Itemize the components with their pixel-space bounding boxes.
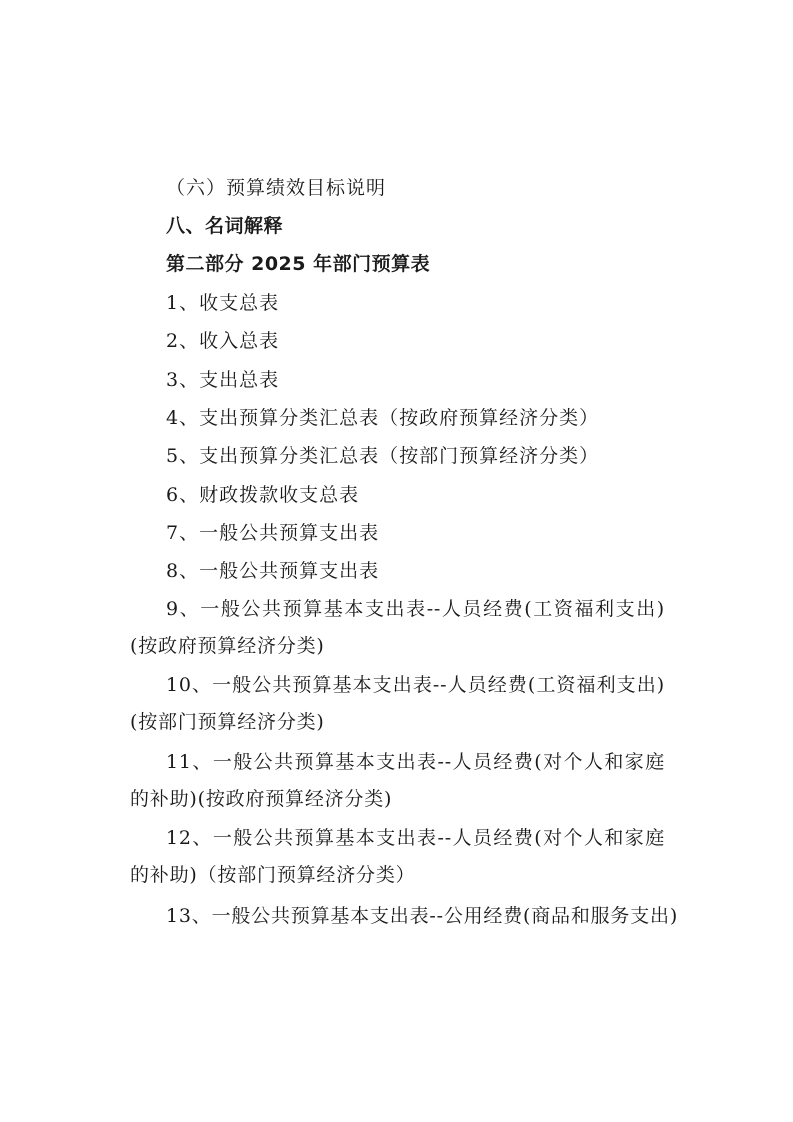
list-item-3: 3、支出总表 [166,369,280,391]
list-item-1: 1、收支总表 [166,292,280,314]
list-item-11: 11、一般公共预算基本支出表--人员经费(对个人和家庭的补助)(按政府预算经济分类) [130,751,665,810]
list-item-13: 13、一般公共预算基本支出表--公用经费(商品和服务支出) [166,905,679,927]
section-item-performance-goals: （六）预算绩效目标说明 [166,177,387,199]
part-heading-budget-tables: 第二部分 2025 年部门预算表 [166,253,431,275]
list-item-12: 12、一般公共预算基本支出表--人员经费(对个人和家庭的补助)（按部门预算经济分类） [130,827,665,886]
section-heading-glossary: 八、名词解释 [166,215,284,237]
list-item-2: 2、收入总表 [166,330,280,352]
list-item-5: 5、支出预算分类汇总表（按部门预算经济分类） [166,445,600,467]
list-item-6: 6、财政拨款收支总表 [166,484,360,506]
list-item-9: 9、一般公共预算基本支出表--人员经费(工资福利支出)(按政府预算经济分类) [130,598,665,657]
list-item-7: 7、一般公共预算支出表 [166,522,380,544]
list-item-8: 8、一般公共预算支出表 [166,560,380,582]
list-item-10: 10、一般公共预算基本支出表--人员经费(工资福利支出)(按部门预算经济分类) [130,674,665,733]
list-item-4: 4、支出预算分类汇总表（按政府预算经济分类） [166,407,600,429]
